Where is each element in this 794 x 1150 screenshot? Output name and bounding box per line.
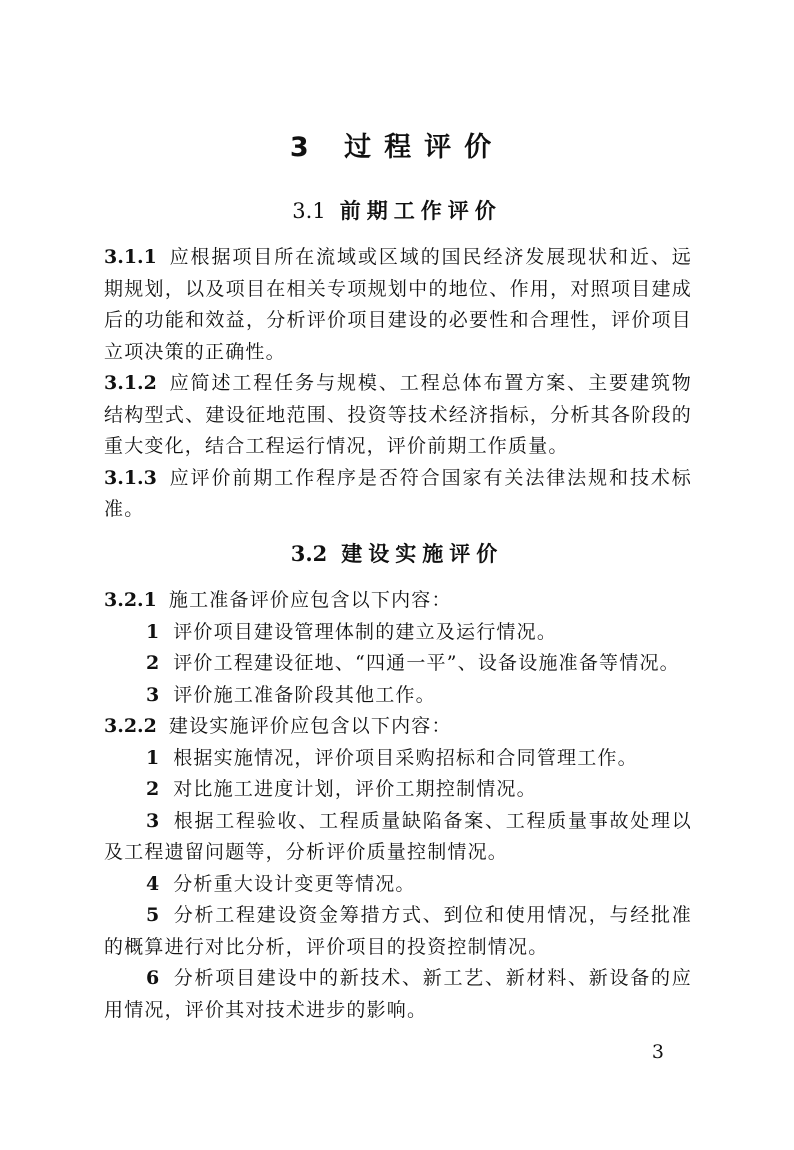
clause-number: 3.2.2: [104, 715, 157, 737]
section-title: 前期工作评价: [339, 199, 502, 223]
item-number: 1: [146, 620, 160, 643]
item-text: 根据实施情况，评价项目采购招标和合同管理工作。: [173, 746, 638, 769]
item-number: 2: [146, 652, 160, 674]
item-number: 3: [146, 809, 160, 832]
item-text: 对比施工进度计划，评价工期控制情况。: [173, 778, 537, 800]
clause-3-1-2: [104, 368, 692, 463]
item-number: 4: [146, 872, 160, 895]
item-text: 分析重大设计变更等情况。: [173, 872, 416, 895]
item-text: 评价项目建设管理体制的建立及运行情况。: [173, 620, 558, 643]
clause-text: 应评价前期工作程序是否符合国家有关法律法规和技术标准。: [104, 466, 692, 520]
clause-number: 3.2.1: [104, 589, 157, 611]
clause-3-1-3: [104, 463, 692, 526]
clause-number: 3.1.2: [104, 372, 157, 394]
item-number: 2: [146, 778, 160, 800]
list-item: [104, 963, 692, 1026]
clause-text: 应根据项目所在流域或区域的国民经济发展现状和近、远期规划，以及项目在相关专项规划中的地位、作用，对照项目建成后的功能和效益，分析评价项目建设的必要性和合理性，评价项目立项决策的正确性。: [104, 246, 692, 363]
list-item: [104, 774, 692, 806]
item-text: 根据工程验收、工程质量缺陷备案、工程质量事故处理以及工程遗留问题等，分析评价质量控制情况。: [104, 809, 692, 863]
clause-text: 施工准备评价应包含以下内容：: [168, 589, 452, 611]
chapter-title: 3 过程评价: [289, 132, 505, 163]
item-number: 6: [146, 967, 160, 989]
page-number: 3: [651, 1041, 664, 1063]
item-text: 评价施工准备阶段其他工作。: [173, 683, 436, 706]
section-3-1-body: [104, 242, 692, 526]
item-number: 3: [146, 683, 160, 706]
clause-3-2-1: [104, 585, 692, 617]
clause-3-2-2: [104, 711, 692, 743]
item-number: 5: [146, 904, 160, 926]
list-item: [104, 743, 692, 775]
list-item: [104, 900, 692, 963]
section-title: 建设实施评价: [341, 542, 504, 566]
section-heading-3-1: [0, 196, 794, 226]
list-item: [104, 617, 692, 649]
list-item: [104, 869, 692, 901]
clause-number: 3.1.3: [104, 466, 157, 489]
list-item: [104, 806, 692, 869]
section-3-2-body: [104, 585, 692, 1026]
item-text: 评价工程建设征地、“四通一平”、设备设施准备等情况。: [173, 652, 680, 674]
item-text: 分析项目建设中的新技术、新工艺、新材料、新设备的应用情况，评价其对技术进步的影响。: [104, 967, 692, 1021]
clause-text: 应简述工程任务与规模、工程总体布置方案、主要建筑物结构型式、建设征地范围、投资等技术经济指标，分析其各阶段的重大变化，结合工程运行情况，评价前期工作质量。: [104, 372, 692, 457]
clause-text: 建设实施评价应包含以下内容：: [168, 715, 452, 737]
section-number: 3.1: [292, 199, 326, 223]
item-number: 1: [146, 746, 160, 769]
clause-3-1-1: [104, 242, 692, 368]
section-heading-3-2: [0, 539, 794, 569]
item-text: 分析工程建设资金筹措方式、到位和使用情况，与经批准的概算进行对比分析，评价项目的投资控制情况。: [104, 904, 692, 958]
section-number: 3.2: [290, 541, 328, 566]
list-item: [104, 680, 692, 712]
list-item: [104, 648, 692, 680]
clause-number: 3.1.1: [104, 246, 157, 268]
